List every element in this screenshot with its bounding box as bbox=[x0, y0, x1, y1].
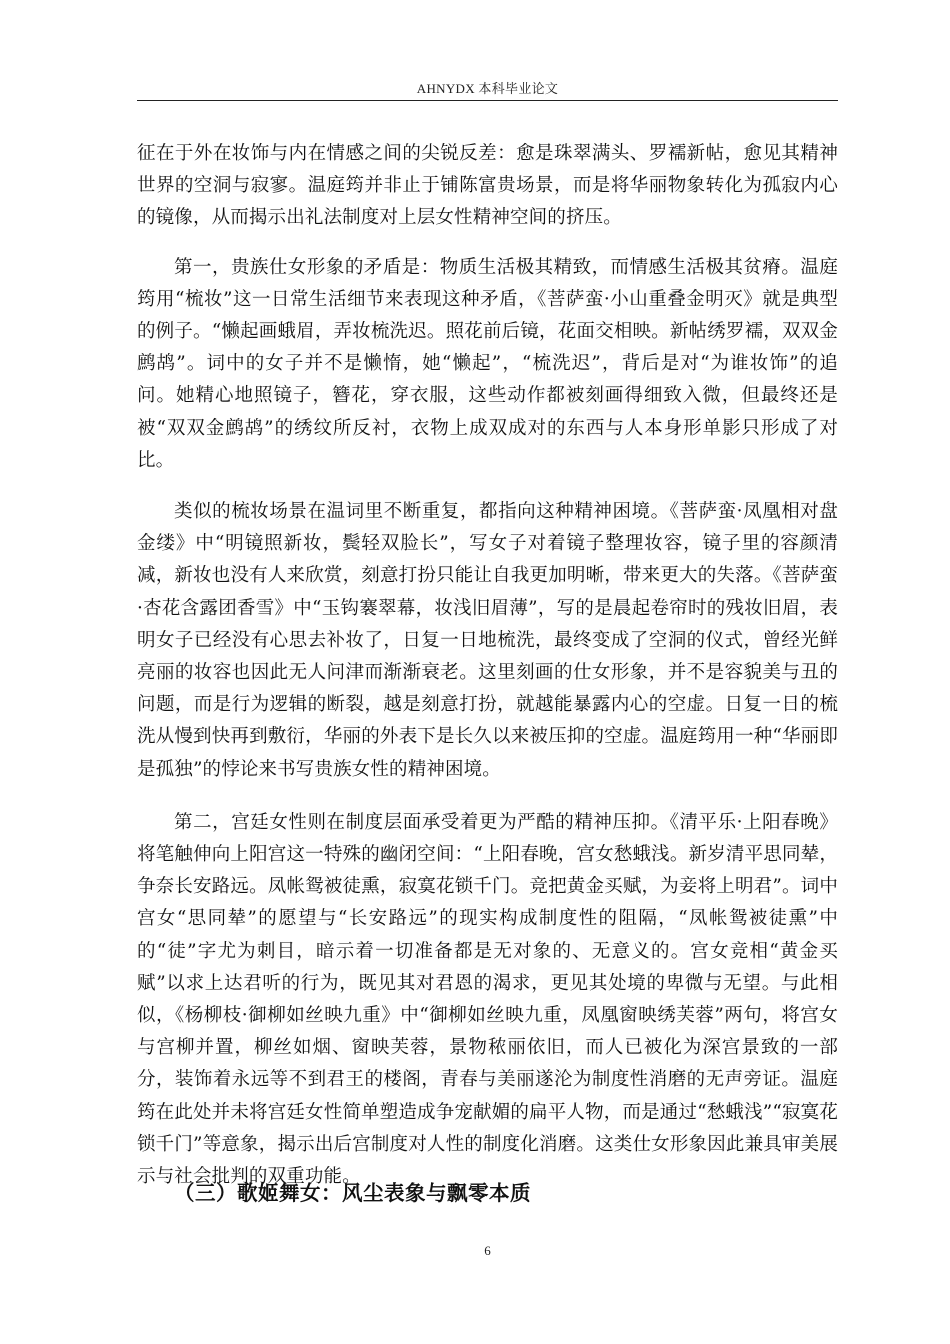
header-divider bbox=[137, 100, 838, 101]
body-text bbox=[137, 138, 838, 1193]
running-header: AHNYDX 本科毕业论文 bbox=[416, 81, 559, 96]
page-number: 6 bbox=[484, 1243, 491, 1258]
paragraph-first-point: 第一，贵族仕女形象的矛盾是：物质生活极其精致，而情感生活极其贫瘠。温庭筠用“梳妆”这一日常生活细节来表现这种矛盾，《菩萨蛮·小山重叠金明灭》就是典型的例子。“懒起画蛾眉，弄妆梳洗迟。照花前后镜，花面交相映。新帖绣罗襦，双双金鹧鸪”。词中的女子并不是懒惰，她“懒起”，“梳洗迟”，背后是对“为谁妆饰”的追问。她精心地照镜子，簪花，穿衣服，这些动作都被刻画得细致入微，但最终还是被“双双金鹧鸪”的绣纹所反衬，衣物上成双成对的东西与人本身形单影只形成了对比。 bbox=[137, 256, 838, 471]
section-heading: （三）歌姬舞女：风尘表象与飘零本质 bbox=[174, 1181, 531, 1205]
paragraph-second-point: 第二，宫廷女性则在制度层面承受着更为严酷的精神压抑。《清平乐·上阳春晚》将笔触伸向上阳宫这一特殊的幽闭空间：“上阳春晚，宫女愁蛾浅。新岁清平思同辇，争奈长安路远。凤帐鸳被徒熏，寂寞花锁千门。竞把黄金买赋，为妾将上明君”。词中宫女“思同辇”的愿望与“长安路远”的现实构成制度性的阻隔，“凤帐鸳被徒熏”中的“徒”字尤为刺目，暗示着一切准备都是无对象的、无意义的。宫女竞相“黄金买赋”以求上达君听的行为，既见其对君恩的渴求，更见其处境的卑微与无望。与此相似，《杨柳枝·御柳如丝映九重》中“御柳如丝映九重，凤凰窗映绣芙蓉”两句，将宫女与宫柳并置，柳丝如烟、窗映芙蓉，景物秾丽依旧，而人已被化为深宫景致的一部分，装饰着永远等不到君王的楼阁，青春与美丽遂沦为制度性消磨的无声旁证。温庭筠在此处并未将宫廷女性简单塑造成争宠献媚的扁平人物，而是通过“愁蛾浅”“寂寞花锁千门”等意象，揭示出后宫制度对人性的制度化消磨。这类仕女形象因此兼具审美展示与社会批判的双重功能。 bbox=[137, 811, 838, 1188]
paragraph-continuation: 征在于外在妆饰与内在情感之间的尖锐反差：愈是珠翠满头、罗襦新帖，愈见其精神世界的空洞与寂寥。温庭筠并非止于铺陈富贵场景，而是将华丽物象转化为孤寂内心的镜像，从而揭示出礼法制度对上层女性精神空间的挤压。 bbox=[137, 143, 838, 229]
paragraph-dressing-scenes: 类似的梳妆场景在温词里不断重复，都指向这种精神困境。《菩萨蛮·凤凰相对盘金缕》中“明镜照新妆，鬓轻双脸长”，写女子对着镜子整理妆容，镜子里的容颜清减，新妆也没有人来欣赏，刻意打扮只能让自我更加明晰，带来更大的失落。《菩萨蛮·杏花含露团香雪》中“玉钩褰翠幕，妆浅旧眉薄”，写的是晨起卷帘时的残妆旧眉，表明女子已经没有心思去补妆了，日复一日地梳洗，最终变成了空洞的仪式，曾经光鲜亮丽的妆容也因此无人问津而渐渐衰老。这里刻画的仕女形象，并不是容貌美与丑的问题，而是行为逻辑的断裂，越是刻意打扮，就越能暴露内心的空虚。日复一日的梳洗从慢到快再到敷衍，华丽的外表下是长久以来被压抑的空虚。温庭筠用一种“华丽即是孤独”的悖论来书写贵族女性的精神困境。 bbox=[137, 501, 838, 780]
